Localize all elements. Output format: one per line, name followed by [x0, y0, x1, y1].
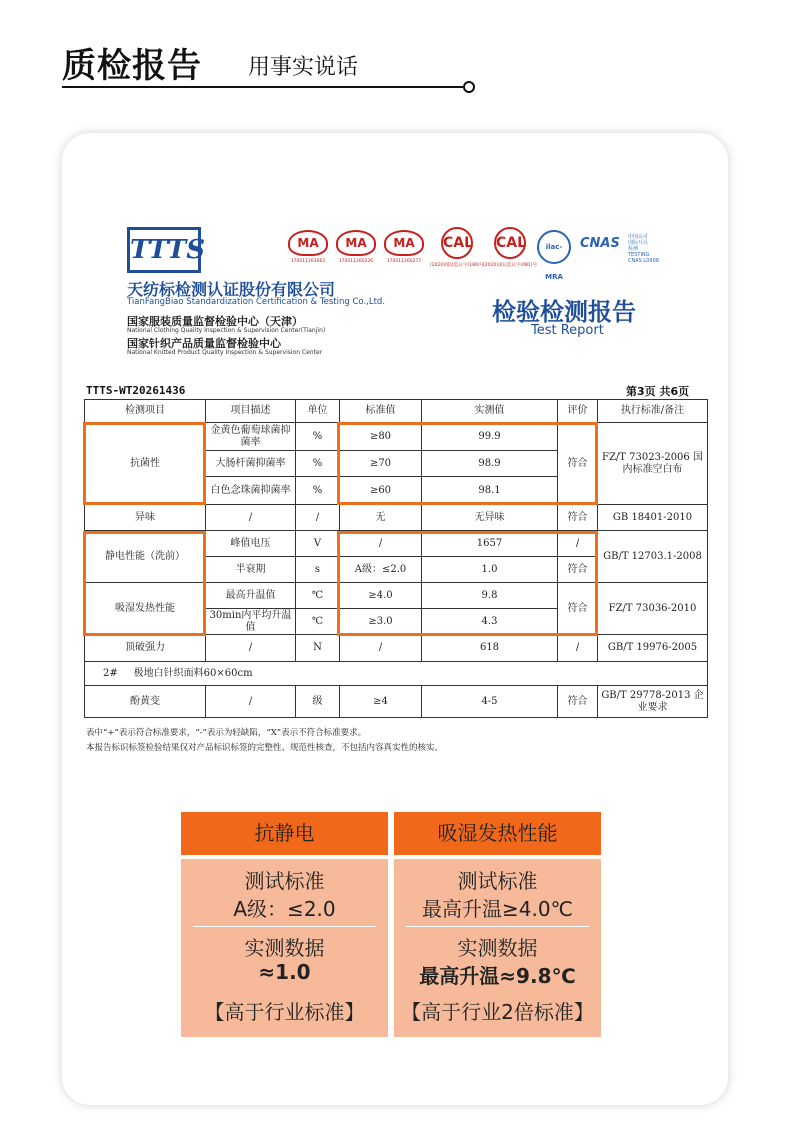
- cma-icon: MA: [384, 230, 424, 256]
- rating-tag: 【高于行业标准】: [204, 1000, 365, 1024]
- center1-name-en: National Clothing Quality Inspection & Supervision Center(Tianjin): [127, 327, 326, 334]
- highlight-static-heat-items: [83, 531, 206, 636]
- cnas-icon: CNAS: [580, 236, 620, 251]
- measured-label: 实测数据: [457, 936, 538, 960]
- table-row: 吸湿发热性能 最高升温值 ℃ ≥4.0 9.8 符合 FZ/T 73036-2010: [85, 583, 708, 609]
- cal-seal-2: CAL (2020)国认监认字(081)号: [483, 227, 537, 268]
- std-value: 最高升温≥4.0℃: [421, 897, 574, 921]
- cal-icon: CAL: [494, 227, 526, 259]
- ttts-logo: TTTS: [127, 227, 201, 273]
- rating-tag: 【高于行业2倍标准】: [401, 1000, 594, 1024]
- report-note-1: 表中“+”表示符合标准要求，“-”表示为轻缺陷，“X”表示不符合标准要求。: [86, 728, 367, 738]
- table-row: 静电性能（洗前） 峰值电压 V / 1657 / GB/T 12703.1-2008: [85, 531, 708, 557]
- header-divider-dot: [463, 81, 475, 93]
- company-name-en: TianFangBiao Standardization Certification & Testing Co.,Ltd.: [127, 297, 386, 307]
- std-value: A级：≤2.0: [233, 897, 336, 921]
- highlight-antibac-item: [83, 422, 206, 505]
- antistatic-summary: [181, 812, 388, 1037]
- report-number: TTTS-WT20261436: [86, 384, 186, 397]
- cma-seal-2: MA 170011260226: [336, 230, 376, 264]
- moisture-heat-heading: 吸湿发热性能: [394, 812, 601, 855]
- summary-panel: [181, 812, 601, 1037]
- center1-name-cn: 国家服装质量监督检验中心（天津）: [127, 315, 303, 328]
- page-subtitle: 用事实说话: [248, 55, 359, 80]
- std-label: 测试标准: [457, 869, 538, 893]
- cma-icon: MA: [336, 230, 376, 256]
- table-row: 异味 / / 无 无异味 符合 GB 18401-2010: [85, 505, 708, 531]
- highlight-antibac-values: [337, 422, 598, 505]
- measured-label: 实测数据: [244, 936, 325, 960]
- ilac-icon: ilac-MRA: [537, 230, 571, 264]
- moisture-heat-summary: [394, 812, 601, 1037]
- page-number: 第3页 共6页: [626, 385, 690, 398]
- table-row: 抗菌性 金黄色葡萄球菌抑菌率 % ≥80 99.9 符合 FZ/T 73023-2006 国内标准空白布: [85, 423, 708, 451]
- moisture-heat-body: [394, 859, 601, 1037]
- table-row: 酚黄变 / 级 ≥4 4-5 符合 GB/T 29778-2013 企业要求: [85, 686, 708, 718]
- page-title: 质检报告: [62, 46, 202, 86]
- divider: [193, 926, 376, 927]
- table-row: 大肠杆菌抑菌率 % ≥70 98.9: [85, 451, 708, 477]
- cma-seal-1: MA 170011263663: [288, 230, 328, 264]
- table-header-row: 检测项目 项目描述 单位 标准值 实测值 评价 执行标准/备注: [85, 400, 708, 423]
- measured-value: ≈1.0: [258, 960, 311, 984]
- cnas-caption: 中国认可 国际互认 检测 TESTING CNAS L0908: [628, 234, 659, 264]
- header-divider: [62, 86, 466, 88]
- cma-icon: MA: [288, 230, 328, 256]
- table-row: 顶破强力 / N / 618 / GB/T 19976-2005: [85, 635, 708, 662]
- table-row: 2# 极地白针织面料60×60cm: [85, 662, 708, 686]
- cma-seal-3: MA 170011260277: [384, 230, 424, 264]
- center2-name-cn: 国家针织产品质量监督检验中心: [127, 337, 281, 350]
- ilac-mra-seal: [537, 230, 571, 281]
- table-row: 半衰期 s A级：≤2.0 1.0 符合: [85, 557, 708, 583]
- center2-name-en: National Knitted Product Quality Inspection & Supervision Center: [127, 349, 323, 356]
- report-note-2: 本报告标识标签检验结果仅对产品标识标签的完整性、规范性核查，不包括内容真实性的核实。: [86, 743, 444, 753]
- report-title-cn: 检验检测报告: [492, 297, 636, 326]
- cnas-seal: [580, 236, 620, 251]
- company-name-cn: 天纺标检测认证股份有限公司: [127, 280, 336, 299]
- antistatic-body: [181, 859, 388, 1037]
- report-title-en: Test Report: [531, 323, 604, 338]
- table-row: 白色念珠菌抑菌率 % ≥60 98.1: [85, 477, 708, 505]
- std-label: 测试标准: [244, 869, 325, 893]
- cal-seal-1: CAL (2020)国认监认字(186)号: [430, 227, 484, 268]
- cal-icon: CAL: [441, 227, 473, 259]
- measured-value: 最高升温≈9.8℃: [419, 964, 576, 988]
- divider: [406, 926, 589, 927]
- table-row: 30min内平均升温值 ℃ ≥3.0 4.3: [85, 609, 708, 635]
- highlight-static-heat-values: [337, 531, 598, 636]
- antistatic-heading: 抗静电: [181, 812, 388, 855]
